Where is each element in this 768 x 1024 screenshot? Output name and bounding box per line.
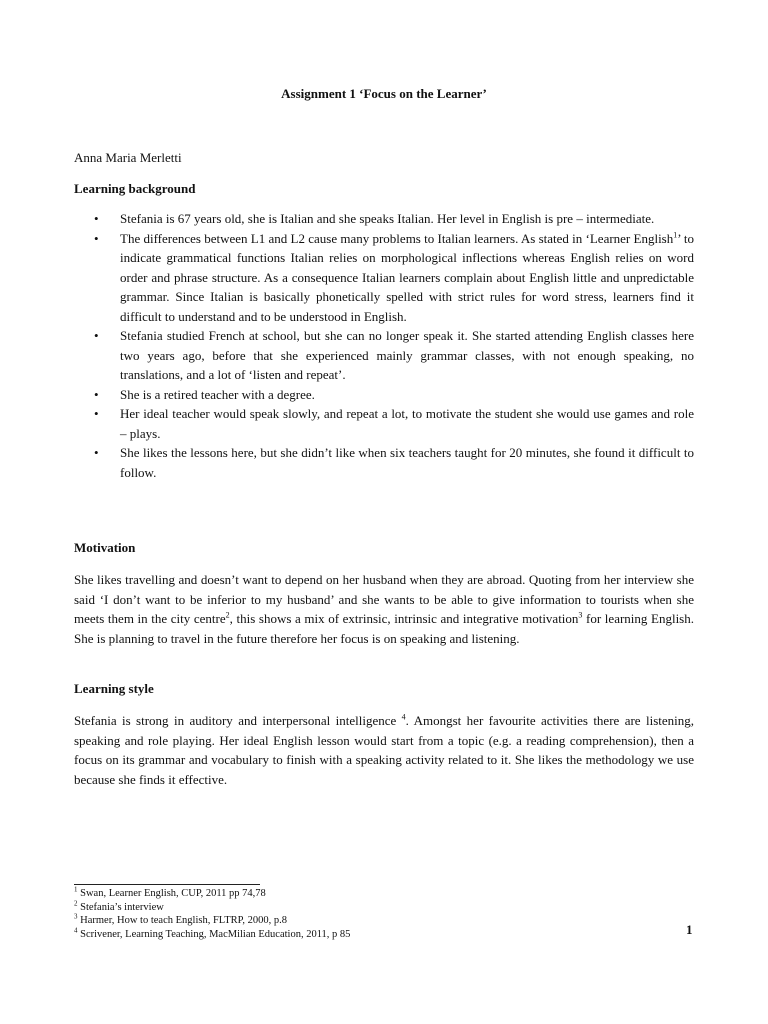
- heading-learning-background: Learning background: [74, 181, 196, 196]
- bullet-icon: •: [94, 406, 99, 421]
- footnotes: [74, 887, 350, 941]
- footnote-ref: 2: [225, 610, 230, 620]
- learning-background-list: [74, 209, 694, 482]
- footnote: $^2$ Stefania’s interview: [74, 899, 164, 913]
- heading-learning-style: Learning style: [74, 681, 154, 696]
- footnote-ref: 3: [578, 610, 583, 620]
- list-item: • Stefania studied French at school, but she can no longer speak it. She started attending English classes here two years ago, before that she experienced mainly grammar classes, with not enough speaking, no translations, and a lot of ‘listen and repeat’.: [94, 328, 694, 382]
- bullet-icon: •: [94, 230, 99, 246]
- list-item: • Her ideal teacher would speak slowly, and repeat a lot, to motivate the student she would use games and role – plays.: [94, 406, 694, 441]
- list-item: • She likes the lessons here, but she didn’t like when six teachers taught for 20 minutes, she found it difficult to follow.: [94, 445, 694, 480]
- list-item: • She is a retired teacher with a degree.: [74, 385, 694, 405]
- author-name: Anna Maria Merletti: [74, 150, 182, 165]
- footnote: $^3$ Harmer, How to teach English, FLTRP, 2000, p.8: [74, 912, 287, 926]
- bullet-icon: •: [94, 386, 99, 402]
- footnote-ref: 4: [401, 712, 406, 722]
- list-item: • Stefania is 67 years old, she is Italian and she speaks Italian. Her level in English is pre – intermediate.: [74, 209, 694, 229]
- bullet-icon: •: [94, 211, 99, 226]
- footnote: $^4$ Scrivener, Learning Teaching, MacMilian Education, 2011, p 85: [74, 926, 351, 940]
- footnote-ref: 1: [673, 230, 678, 240]
- motivation-paragraph: She likes travelling and doesn’t want to depend on her husband when they are abroad. Quoting from her interview she said ‘I don’t want to be inferior to my husband’ and she wants to be able to give information to tourists when she meets them in the city centre$^2$, this shows a mix of extrinsic, intrinsic and integrative motivation$^3$ for learning English. She is planning to travel in the future therefore her focus is on speaking and listening.: [74, 572, 694, 646]
- bullet-icon: •: [94, 328, 99, 343]
- bullet-icon: •: [94, 445, 99, 460]
- list-item: • The differences between L1 and L2 cause many problems to Italian learners. As stated in ‘Learner English$^1$’ to indicate grammatical functions Italian relies on morphological inflections whereas English relies on word order and phrase structure. As a consequence Italian learners complain about English little and unpredictable grammar. Since Italian is basically phonetically spelled with strict rules for word stress, learners find it difficult to understand and to be understood in English.: [94, 230, 694, 324]
- footnote-divider: [74, 884, 260, 885]
- page-number: 1: [686, 922, 693, 937]
- learning-style-paragraph: Stefania is strong in auditory and interpersonal intelligence $^4$. Amongst her favourite activities there are listening, speaking and role playing. Her ideal English lesson would start from a topic (e.g. a reading comprehension), then a focus on its grammar and vocabulary to finish with a speaking activity related to it. She likes the methodology we use because she finds it effective.: [74, 712, 694, 787]
- document-title: Assignment 1 ‘Focus on the Learner’: [281, 86, 487, 101]
- heading-motivation: Motivation: [74, 540, 136, 555]
- footnote: $^1$ Swan, Learner English, CUP, 2011 pp 74,78: [74, 885, 266, 899]
